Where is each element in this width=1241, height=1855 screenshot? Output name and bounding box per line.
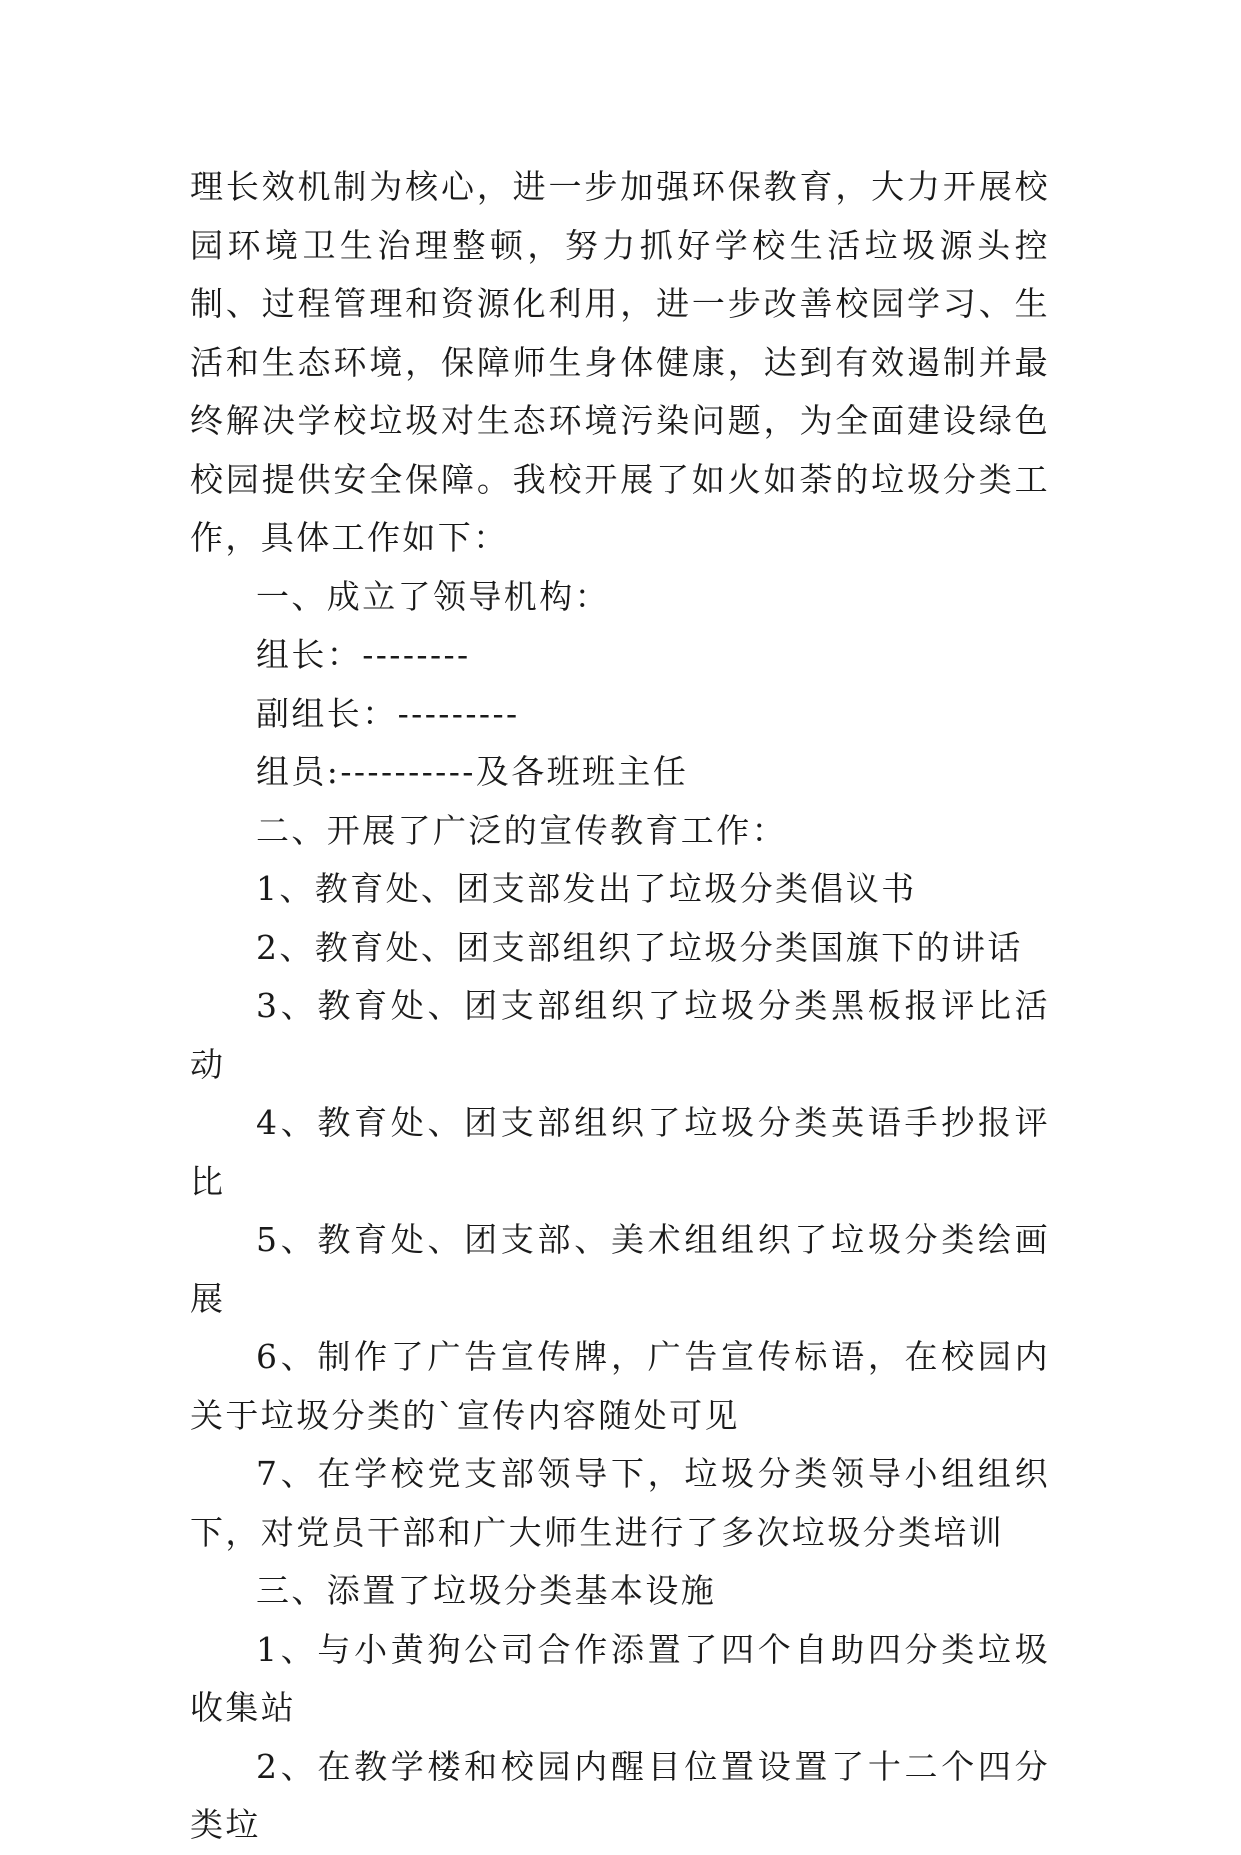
document-body	[190, 158, 1050, 1855]
heading-publicity: 二、开展了广泛的宣传教育工作：	[256, 810, 787, 850]
list-item: 2、在教学楼和校园内醒目位置设置了十二个四分类垃	[190, 1746, 1050, 1844]
list-item: 1、教育处、团支部发出了垃圾分类倡议书	[256, 869, 917, 908]
list-item: 5、教育处、团支部、美术组组织了垃圾分类绘画展	[190, 1220, 1050, 1318]
list-item: 7、在学校党支部领导下，垃圾分类领导小组组织下，对党员干部和广大师生进行了多次垃圾分类培训	[190, 1454, 1050, 1552]
list-item: 1、与小黄狗公司合作添置了四个自助四分类垃圾收集站	[190, 1629, 1050, 1727]
list-item: 6、制作了广告宣传牌，广告宣传标语，在校园内关于垃圾分类的`宣传内容随处可见	[190, 1337, 1050, 1435]
list-item: 2、教育处、团支部组织了垃圾分类国旗下的讲话	[256, 927, 1023, 967]
list-item: 4、教育处、团支部组织了垃圾分类英语手抄报评比	[190, 1103, 1050, 1201]
paragraph-intro: 理长效机制为核心，进一步加强环保教育，大力开展校园环境卫生治理整顿，努力抓好学校生活垃圾源头控制、过程管理和资源化利用，进一步改善校园学习、生活和生态环境，保障师生身体健康，达到有效遏制并最终解决学校垃圾对生态环境污染问题，为全面建设绿色校园提供安全保障。我校开展了如火如荼的垃圾分类工作，具体工作如下：	[190, 167, 1050, 557]
deputy-leader-line: 副组长：---------	[256, 693, 520, 733]
heading-facilities: 三、添置了垃圾分类基本设施	[256, 1571, 717, 1610]
members-line: 组员:----------及各班班主任	[256, 752, 689, 791]
leader-line: 组长：--------	[256, 635, 471, 674]
heading-leadership: 一、成立了领导机构：	[256, 576, 610, 616]
list-item: 3、教育处、团支部组织了垃圾分类黑板报评比活动	[190, 986, 1050, 1084]
